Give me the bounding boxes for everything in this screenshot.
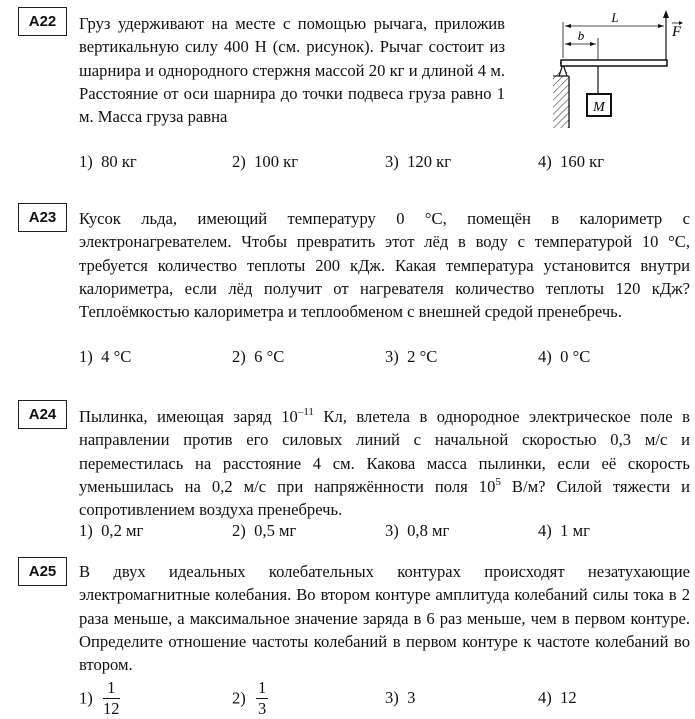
- answer-option-3[interactable]: 3) 120 кг: [385, 152, 452, 171]
- answer-option-3[interactable]: 3) 3: [385, 688, 416, 707]
- answer-option-4[interactable]: 4) 160 кг: [538, 152, 605, 171]
- fraction: $\frac{1}{12}$: [102, 678, 120, 718]
- answer-option-2[interactable]: 2) $\frac{1}{3}$: [232, 678, 267, 718]
- question-text: В двух идеальных колебательных контурах происходят незатухающие электромагнитные колебания. Во втором контуре амплитуда колебаний силы тока в 2 раза меньше, а максимальное значение заряда в 6 раз меньше, чем в первом контуре. Определите отношение частоты колебаний в первом контуре к частоте колебаний во втором.: [79, 562, 690, 675]
- question-number: A22: [18, 7, 67, 36]
- question-number: A24: [18, 400, 67, 429]
- answer-option-3[interactable]: 3) 2 °С: [385, 347, 438, 366]
- lever-rod: [561, 60, 667, 66]
- force-label: F: [672, 24, 682, 40]
- question-number: A25: [18, 557, 67, 586]
- mass-label: M: [593, 100, 605, 115]
- answer-option-4[interactable]: 4) 12: [538, 688, 577, 707]
- length-label: L: [611, 10, 619, 25]
- answer-option-1[interactable]: 1) $\frac{1}{12}$: [79, 678, 120, 718]
- question-text: Груз удерживают на месте с помощью рычага, приложив вертикальную силу 400 Н (см. рисунок). Рычаг состоит из шарнира и однородного стержня массой 20 кг и длиной 4 м. Расстояние от оси шарнира до точки подвеса груза равно 1 м. Масса груза равна: [79, 14, 505, 127]
- question-number: A23: [18, 203, 67, 232]
- answer-option-2[interactable]: 2) 100 кг: [232, 152, 299, 171]
- answer-option-1[interactable]: 1) 0,2 мг: [79, 521, 144, 540]
- answer-option-4[interactable]: 4) 1 мг: [538, 521, 590, 540]
- question-text: Кусок льда, имеющий температуру 0 °С, помещён в калориметр с электронагревателем. Чтобы превратить этот лёд в воду с температурой 10 °С, требуется количество теплоты 200 кДж. Какая температура установится внутри калориметра, если лёд получит от нагревателя количество теплоты 120 кДж? Теплоёмкостью калориметра и теплообменом с внешней средой пренебречь.: [79, 209, 690, 322]
- answer-option-4[interactable]: 4) 0 °С: [538, 347, 591, 366]
- answer-option-1[interactable]: 1) 80 кг: [79, 152, 137, 171]
- answer-option-3[interactable]: 3) 0,8 мг: [385, 521, 450, 540]
- lever-figure: [553, 8, 693, 128]
- b-label: b: [577, 28, 585, 43]
- answer-option-2[interactable]: 2) 0,5 мг: [232, 521, 297, 540]
- wall-hatch: [553, 76, 569, 128]
- question-text: Пылинка, имеющая заряд $10^{-11}$ Кл, влетела в однородное электрическое поле в направлении против его силовых линий с начальной скоростью 0,3 м/с и переместилась на расстояние 4 см. Какова масса пылинки, если её скорость уменьшилась на 0,2 м/с при напряжённости поля $10^5$ В/м? Силой тяжести и сопротивлением воздуха пренебречь.: [79, 406, 691, 520]
- answer-option-2[interactable]: 2) 6 °С: [232, 347, 285, 366]
- fraction: $\frac{1}{3}$: [257, 678, 267, 718]
- answer-option-1[interactable]: 1) 4 °С: [79, 347, 132, 366]
